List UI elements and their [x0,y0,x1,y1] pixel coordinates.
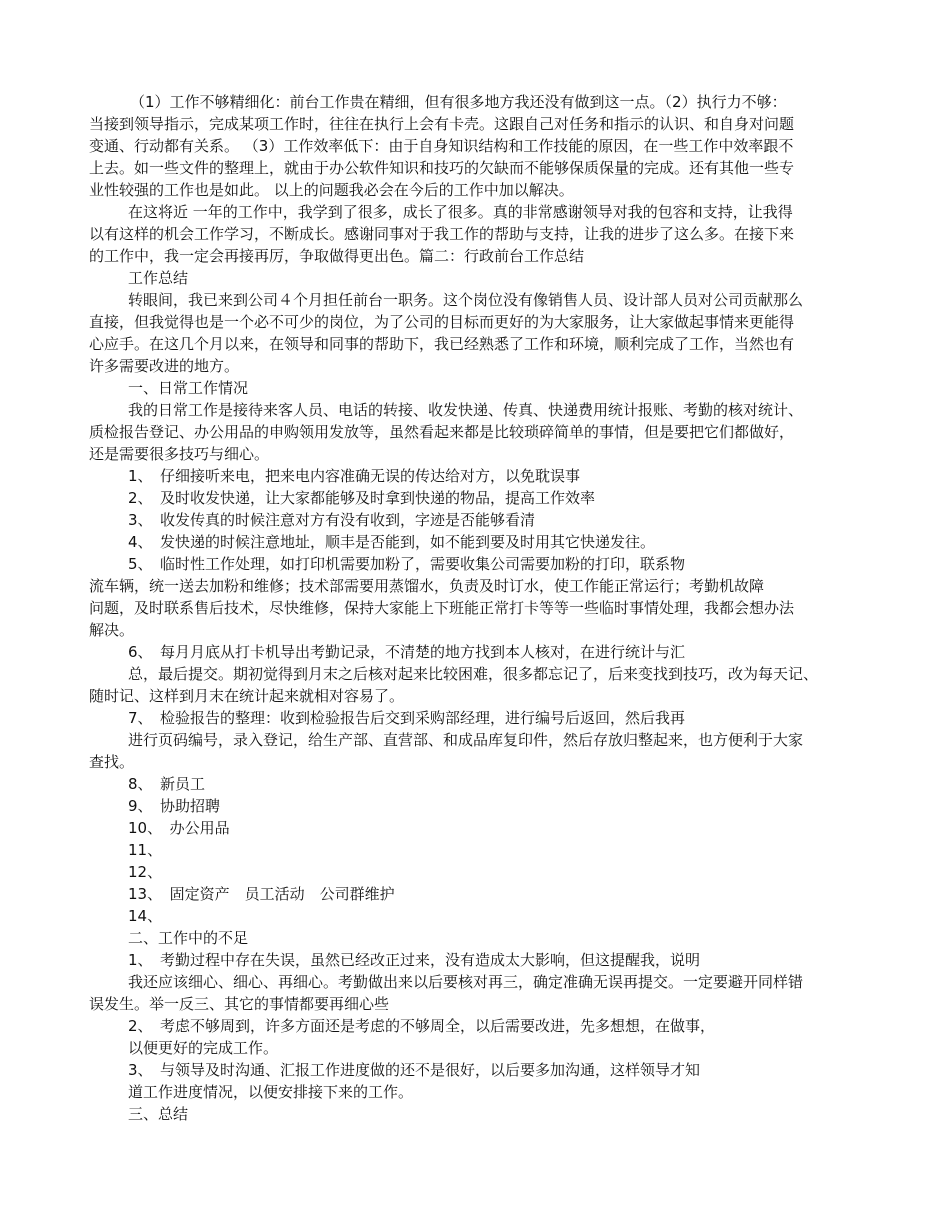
list-item: 5、 临时性工作处理，如打印机需要加粉了，需要收集公司需要加粉的打印，联系物 [128,555,686,573]
paragraph-line: 还是需要很多技巧与细心。 [89,445,270,463]
list-item: 2、 考虑不够周到，许多方面还是考虑的不够周全，以后需要改进，先多想想，在做事， [128,1017,716,1035]
paragraph-line: 的工作中，我一定会再接再厉，争取做得更出色。篇二：行政前台工作总结 [89,247,585,265]
paragraph-line: 解决。 [89,621,135,639]
paragraph-line: 业性较强的工作也是如此。 以上的问题我必会在今后的工作中加以解决。 [89,181,574,199]
paragraph-line: 流车辆，统一送去加粉和维修；技术部需要用蒸馏水，负责及时订水，使工作能正常运行；考勤机故障 [89,577,765,595]
list-item: 3、 收发传真的时候注意对方有没有收到，字迹是否能够看清 [128,511,536,529]
paragraph-line: 直接，但我觉得也是一个必不可少的岗位，为了公司的目标而更好的为大家服务，让大家做起事情来更能得 [89,313,795,331]
paragraph-line: （1）工作不够精细化：前台工作贵在精细，但有很多地方我还没有做到这一点。（2）执行力不够： [130,93,787,111]
paragraph-line: 随时记、这样到月末在统计起来就相对容易了。 [89,687,405,705]
list-item: 7、 检验报告的整理：收到检验报告后交到采购部经理，进行编号后返回，然后我再 [128,709,686,727]
section-heading: 二、工作中的不足 [128,929,249,947]
list-item: 12、 [128,863,163,881]
paragraph-line: 误发生。举一反三、其它的事情都要再细心些 [89,995,390,1013]
list-item: 11、 [128,841,163,859]
paragraph-line: 许多需要改进的地方。 [89,357,240,375]
list-item: 3、 与领导及时沟通、汇报工作进度做的还不是很好，以后要多加沟通，这样领导才知 [128,1061,701,1079]
paragraph-line: 上去。如一些文件的整理上，就由于办公软件知识和技巧的欠缺而不能够保质保量的完成。还有其他一些专 [89,159,795,177]
paragraph-line: 以有这样的机会工作学习，不断成长。感谢同事对于我工作的帮助与支持，让我的进步了这么多。在接下来 [89,225,795,243]
paragraph-line: 我的日常工作是接待来客人员、电话的转接、收发快递、传真、快递费用统计报账、考勤的核对统计、 [128,401,804,419]
paragraph-line: 质检报告登记、办公用品的申购领用发放等，虽然看起来都是比较琐碎简单的事情，但是要把它们都做好， [89,423,795,441]
list-item: 9、 协助招聘 [128,797,221,815]
list-item: 2、 及时收发快递，让大家都能够及时拿到快递的物品，提高工作效率 [128,489,596,507]
list-item: 13、 固定资产 员工活动 公司群维护 [128,885,395,903]
paragraph-line: 转眼间，我已来到公司４个月担任前台一职务。这个岗位没有像销售人员、设计部人员对公司贡献那么 [128,291,804,309]
paragraph-line: 查找。 [89,753,135,771]
list-item: 4、 发快递的时候注意地址，顺丰是否能到，如不能到要及时用其它快递发往。 [128,533,656,551]
paragraph-line: 心应手。在这几个月以来，在领导和同事的帮助下，我已经熟悉了工作和环境，顺利完成了工作，当然也有 [89,335,795,353]
paragraph-line: 当接到领导指示，完成某项工作时，往往在执行上会有卡壳。这跟自己对任务和指示的认识、和自身对问题 [89,115,795,133]
section-heading: 三、总结 [128,1105,189,1123]
list-item: 10、 办公用品 [128,819,230,837]
paragraph-line: 问题，及时联系售后技术，尽快维修，保持大家能上下班能正常打卡等等一些临时事情处理，我都会想办法 [89,599,795,617]
paragraph-line: 总，最后提交。期初觉得到月末之后核对起来比较困难，很多都忘记了，后来变找到技巧，改为每天记、 [128,665,819,683]
list-item: 1、 仔细接听来电，把来电内容准确无误的传达给对方，以免耽误事 [128,467,581,485]
list-item: 14、 [128,907,163,925]
paragraph-line: 进行页码编号，录入登记，给生产部、直营部、和成品库复印件，然后存放归整起来，也方便利于大家 [128,731,804,749]
section-heading: 工作总结 [128,269,189,287]
list-item: 1、 考勤过程中存在失误，虽然已经改正过来，没有造成太大影响，但这提醒我，说明 [128,951,701,969]
list-item: 8、 新员工 [128,775,206,793]
paragraph-line: 我还应该细心、细心、再细心。考勤做出来以后要核对再三，确定准确无误再提交。一定要避开同样错 [128,973,804,991]
paragraph-line: 以便更好的完成工作。 [128,1039,279,1057]
paragraph-line: 道工作进度情况，以便安排接下来的工作。 [128,1083,414,1101]
paragraph-line: 变通、行动都有关系。 （3）工作效率低下：由于自身知识结构和工作技能的原因，在一些工作中效率跟不 [89,137,794,155]
list-item: 6、 每月月底从打卡机导出考勤记录，不清楚的地方找到本人核对，在进行统计与汇 [128,643,686,661]
paragraph-line: 在这将近 一年的工作中，我学到了很多，成长了很多。真的非常感谢领导对我的包容和支持，让我得 [128,203,793,221]
section-heading: 一、日常工作情况 [128,379,249,397]
